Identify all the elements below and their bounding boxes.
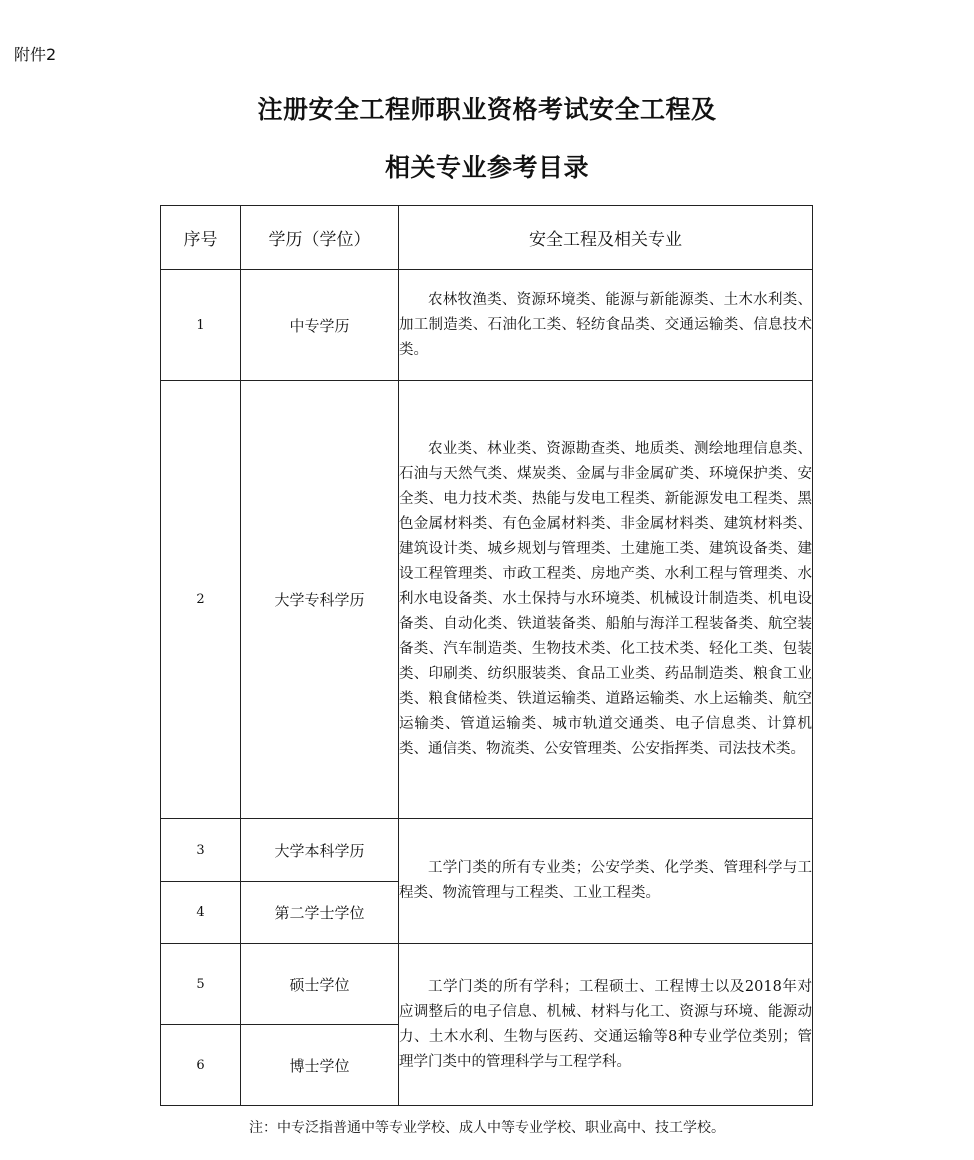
table-row — [161, 270, 813, 381]
row-education: 第二学士学位 — [241, 882, 399, 944]
row-education: 大学专科学历 — [241, 381, 399, 819]
table-row — [161, 819, 813, 882]
attachment-label: 附件2 — [14, 45, 57, 64]
table-header-row — [161, 206, 813, 270]
row-num: 5 — [161, 944, 241, 1025]
row-num: 1 — [161, 270, 241, 381]
row-majors: 农业类、林业类、资源勘查类、地质类、测绘地理信息类、石油与天然气类、煤炭类、金属与非金属矿类、环境保护类、安全类、电力技术类、热能与发电工程类、新能源发电工程类、黑色金属材料类、有色金属材料类、非金属材料类、建筑材料类、建筑设计类、城乡规划与管理类、土建施工类、建筑设备类、建设工程管理类、市政工程类、房地产类、水利工程与管理类、水利水电设备类、水土保持与水环境类、机械设计制造类、机电设备类、自动化类、铁道装备类、船舶与海洋工程装备类、航空装备类、汽车制造类、生物技术类、化工技术类、轻化工类、包装类、印刷类、纺织服装类、食品工业类、药品制造类、粮食工业类、粮食储检类、铁道运输类、道路运输类、水上运输类、航空运输类、管道运输类、城市轨道交通类、电子信息类、计算机类、通信类、物流类、公安管理类、公安指挥类、司法技术类。 — [399, 381, 813, 819]
document-title-line-2: 相关专业参考目录 — [384, 153, 589, 182]
table-row — [161, 944, 813, 1025]
row-num: 4 — [161, 882, 241, 944]
row-num: 2 — [161, 381, 241, 819]
row-education: 硕士学位 — [241, 944, 399, 1025]
row-education: 大学本科学历 — [241, 819, 399, 882]
row-education: 中专学历 — [241, 270, 399, 381]
row-majors: 农林牧渔类、资源环境类、能源与新能源类、土木水利类、加工制造类、石油化工类、轻纺食品类、交通运输类、信息技术类。 — [399, 270, 813, 381]
table-row — [161, 381, 813, 819]
header-majors: 安全工程及相关专业 — [399, 206, 813, 270]
row-majors-bachelor-second-degree: 工学门类的所有专业类；公安学类、化学类、管理科学与工程类、物流管理与工程类、工业工程类。 — [399, 819, 813, 944]
row-num: 6 — [161, 1025, 241, 1106]
footnote: 注：中专泛指普通中等专业学校、成人中等专业学校、职业高中、技工学校。 — [249, 1120, 725, 1136]
document-title-line-1: 注册安全工程师职业资格考试安全工程及 — [257, 95, 717, 124]
header-education: 学历（学位） — [241, 206, 399, 270]
header-num: 序号 — [161, 206, 241, 270]
major-catalog-table — [160, 205, 813, 1106]
row-education: 博士学位 — [241, 1025, 399, 1106]
row-num: 3 — [161, 819, 241, 882]
row-majors-master-doctor: 工学门类的所有学科；工程硕士、工程博士以及2018年对应调整后的电子信息、机械、材料与化工、资源与环境、能源动力、土木水利、生物与医药、交通运输等8种专业学位类别；管理学门类中的管理科学与工程学科。 — [399, 944, 813, 1106]
